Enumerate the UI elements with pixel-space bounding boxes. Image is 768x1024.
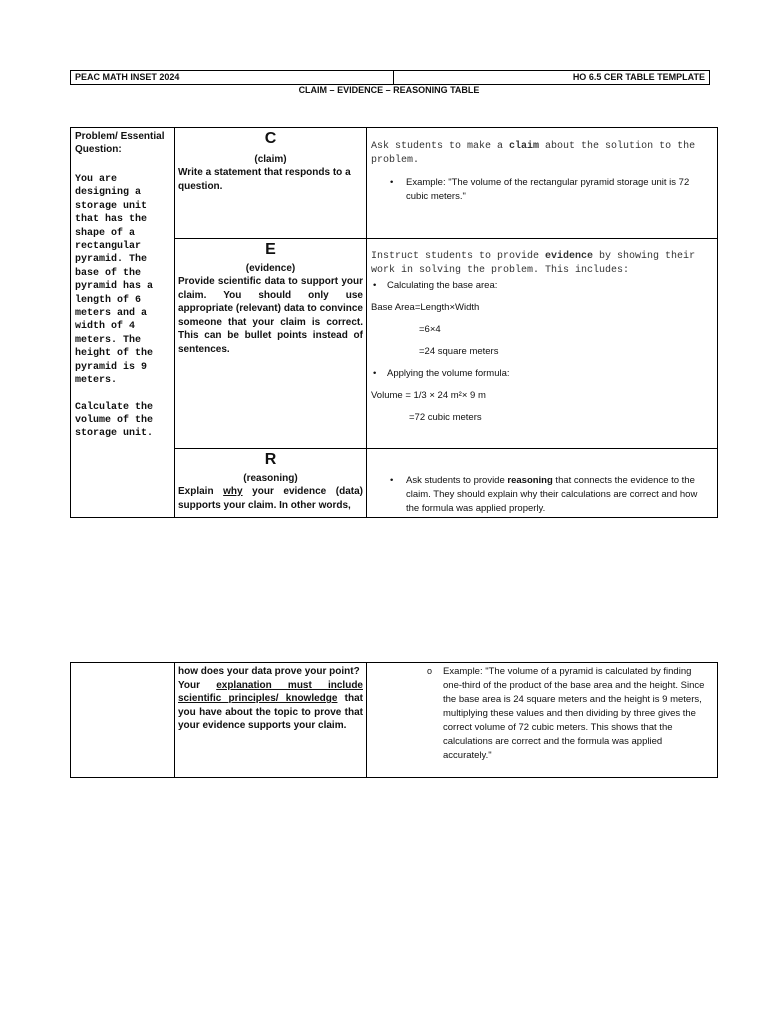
evidence-calc-2: =24 square meters [419,346,499,357]
reasoning-guide-cell [371,474,711,516]
document-header [70,70,710,85]
evidence-subtitle: (evidence) [245,263,296,274]
evidence-step-1: • Calculating the base area: [371,279,711,293]
evidence-letter: E [265,241,276,258]
page-title: CLAIM – EVIDENCE – REASONING TABLE [298,85,480,95]
reasoning-continued-1: how does your data prove your point? [178,666,360,677]
reasoning-continued-cell [178,665,363,733]
evidence-label-cell [178,241,363,356]
reasoning-letter: R [264,451,277,468]
cer-table [70,127,718,518]
evidence-calc-3: =72 cubic meters [409,412,482,423]
claim-label-cell [178,130,363,193]
reasoning-continued-2: Your explanation must include scientific principles/ knowledge that you have about the topic to prove that your evidence supports your claim. [178,679,363,731]
reasoning-example: o Example: "The volume of a pyramid is calculated by finding one-third of the product of the base area and the height. Since the base area is 24 square meters and the height is 9 meters, multiplying these values and then dividing by three gives the correct volume of 72 cubic meters. This shows that the calculations are correct and the formula was applied accurately." [371,665,711,763]
problem-task: Calculate the volume of the storage unit. [75,401,154,440]
reasoning-example-cell [371,665,711,763]
claim-description: Write a statement that responds to a question. [178,167,351,192]
evidence-formula-2: Volume = 1/3 × 24 m²× 9 m [371,390,486,401]
claim-guide: Ask students to make a claim about the solution to the problem. [371,141,696,166]
evidence-formula-1: Base Area=Length×Width [371,302,480,313]
reasoning-guide: • Ask students to provide reasoning that connects the evidence to the claim. They should explain why their calculations are correct and how the formula was applied properly. [371,474,711,516]
problem-heading: Problem/ Essential Question: [75,131,165,155]
claim-subtitle: (claim) [254,154,287,165]
problem-cell [75,130,171,441]
evidence-description: Provide scientific data to support your claim. You should only use appropriate (relevant) data to convince someone that your claim is correct. This can be bullet points instead of sentences. [178,276,363,355]
reasoning-label-cell [178,451,363,512]
header-right: HO 6.5 CER TABLE TEMPLATE [572,72,705,82]
problem-body: You are designing a storage unit that has the shape of a rectangular pyramid. The base of the pyramid has a length of 6 meters and a width of 4 meters. The height of the pyramid is 9 meters. [75,174,154,387]
claim-example: • Example: "The volume of the rectangular pyramid storage unit is 72 cubic meters." [371,176,711,204]
claim-letter: C [264,130,277,147]
cer-table-continued [70,662,718,778]
header-left: PEAC MATH INSET 2024 [71,71,394,84]
evidence-guide-cell [371,250,711,425]
evidence-guide: Instruct students to provide evidence by showing their work in solving the problem. This includes: [371,251,696,276]
evidence-step-2: • Applying the volume formula: [371,367,711,381]
reasoning-description: Explain why your evidence (data) supports your claim. In other words, [178,486,363,511]
claim-guide-cell [371,140,711,204]
evidence-calc-1: =6×4 [419,324,441,335]
reasoning-subtitle: (reasoning) [243,473,298,484]
